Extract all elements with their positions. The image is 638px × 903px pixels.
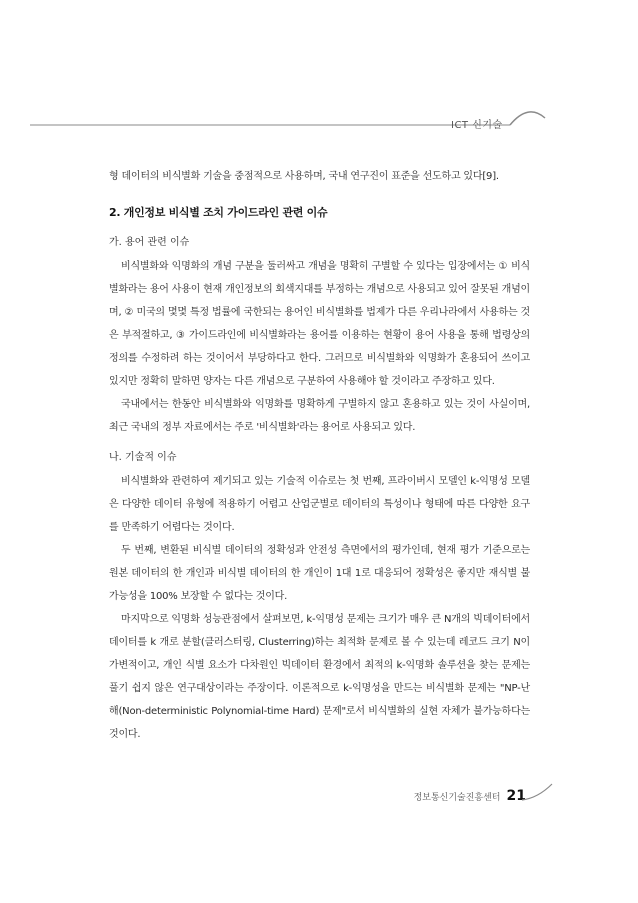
page-body (109, 165, 530, 746)
page-footer (414, 788, 526, 804)
footer-org-name: 정보통신기술진흥센터 (413, 793, 501, 803)
page-number: 21 (506, 788, 526, 804)
subsection-b-paragraph-2: 두 번째, 변환된 비식별 데이터의 정확성과 안전성 측면에서의 평가인데, 현재 평가 기준으로는 원본 데이터의 한 개인과 비식별 데이터의 한 개인이 1대 1로 대응되어 정확성은 좋지만 재식별 불가능성을 100% 보장할 수 없다는 것이다. (109, 545, 530, 602)
footer-curve-decoration (520, 780, 560, 804)
header-rule (0, 0, 638, 140)
section-title: 2. 개인정보 비식별 조치 가이드라인 관련 이슈 (109, 206, 328, 219)
subsection-b-paragraph-3: 마지막으로 익명화 성능관점에서 살펴보면, k-익명성 문제는 크기가 매우 큰 N개의 빅데이터에서 데이터를 k 개로 분할(클러스터링, Clusterring)하는 최적화 문제로 볼 수 있는데 레코드 크기 N이 가변적이고, 개인 식별 요소가 다차원인 빅데이터 환경에서 최적의 k-익명화 솔루션을 찾는 문제는 풀기 쉽지 않은 연구대상이라는 주장이다. 이론적으로 k-익명성을 만드는 비식별화 문제는 "NP-난해(Non-deterministic Polynomial-time Hard) 문제"로서 비식별화의 실현 자체가 불가능하다는 것이다. (109, 614, 530, 740)
subsection-a-paragraph-2: 국내에서는 한동안 비식별화와 익명화를 명확하게 구별하지 않고 혼용하고 있는 것이 사실이며, 최근 국내의 정부 자료에서는 주로 '비식별화'라는 용어로 사용되고 있다. (109, 399, 530, 433)
subsection-a-paragraph-1: 비식별화와 익명화의 개념 구분을 둘러싸고 개념을 명확히 구별할 수 있다는 입장에서는 ① 비식별화라는 용어 사용이 현재 개인정보의 회색지대를 부정하는 개념으로 사용되고 있어 잘못된 개념이며, ② 미국의 몇몇 특정 법률에 국한되는 용어인 비식별화를 법제가 다른 우리나라에서 사용하는 것은 부적절하고, ③ 가이드라인에 비식별화라는 용어를 이용하는 현황이 용어 사용을 통해 법령상의 정의를 수정하려 하는 것이어서 부당하다고 한다. 그러므로 비식별화와 익명화가 혼용되어 쓰이고 있지만 정확히 말하면 양자는 다른 개념으로 구분하여 사용해야 할 것이라고 주장하고 있다. (109, 261, 530, 387)
intro-paragraph: 형 데이터의 비식별화 기술을 중점적으로 사용하며, 국내 연구진이 표준을 선도하고 있다[9]. (109, 171, 499, 182)
subsection-a-title: 가. 용어 관련 이슈 (109, 237, 190, 248)
header-label: ICT 신기술 (451, 120, 503, 131)
subsection-b-title: 나. 기술적 이슈 (109, 452, 177, 463)
subsection-b-paragraph-1: 비식별화와 관련하여 제기되고 있는 기술적 이슈로는 첫 번째, 프라이버시 모델인 k-익명성 모델은 다양한 데이터 유형에 적용하기 어렵고 산업군별로 데이터의 특성이나 형태에 따른 다양한 요구를 만족하기 어렵다는 것이다. (109, 476, 530, 533)
